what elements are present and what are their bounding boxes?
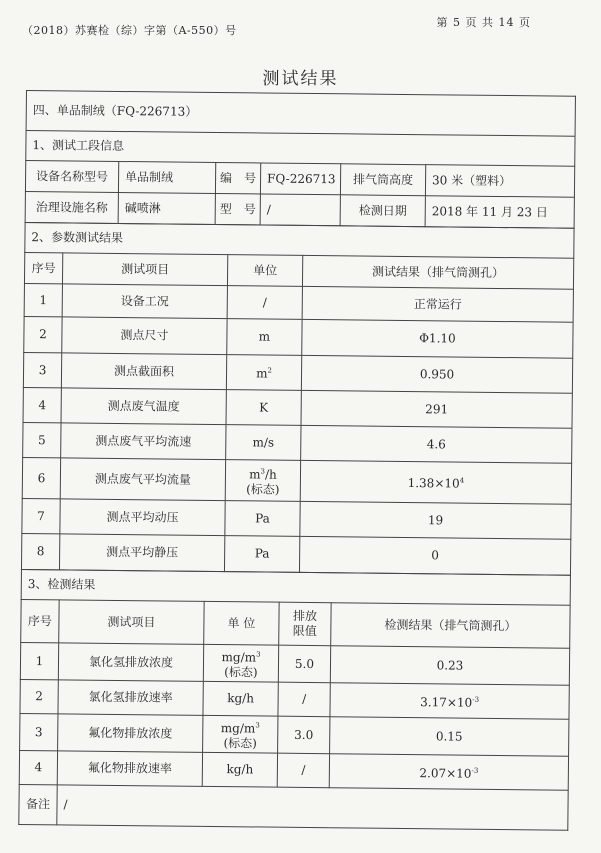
results-sheet bbox=[18, 90, 576, 846]
table-row bbox=[23, 387, 572, 428]
row-no: 6 bbox=[22, 457, 60, 498]
row-no: 4 bbox=[23, 387, 61, 422]
table-row bbox=[20, 642, 569, 685]
params-table bbox=[21, 222, 575, 576]
subsection-1-title: 1、测试工段信息 bbox=[26, 131, 575, 167]
row-item: 氯化氢排放浓度 bbox=[58, 643, 203, 682]
row-result: 4.6 bbox=[301, 425, 572, 463]
row-unit: Pa bbox=[225, 501, 300, 537]
row-unit: m bbox=[227, 319, 302, 356]
row-item: 测点截面积 bbox=[61, 353, 226, 390]
row-no: 3 bbox=[20, 713, 58, 750]
table-row bbox=[24, 316, 573, 358]
row-item: 设备工况 bbox=[62, 284, 227, 319]
row-result: Φ1.10 bbox=[302, 319, 573, 358]
row-no: 1 bbox=[24, 283, 62, 316]
row-no: 4 bbox=[19, 750, 57, 784]
unit-note: (标态) bbox=[246, 481, 280, 497]
row-limit: 5.0 bbox=[278, 645, 330, 683]
results-header-unit: 单 位 bbox=[204, 601, 279, 645]
result-exponent: -3 bbox=[471, 766, 479, 775]
section-4-title: 四、单品制绒（FQ-226713） bbox=[26, 91, 575, 137]
row-unit: K bbox=[226, 390, 301, 426]
table-row bbox=[19, 750, 568, 790]
subsection-2-title: 2、参数测试结果 bbox=[25, 222, 574, 258]
row-unit: Pa bbox=[224, 536, 299, 573]
info-value-facility: 碱喷淋 bbox=[118, 192, 215, 224]
results-table bbox=[18, 569, 571, 831]
remark-value: / bbox=[57, 785, 568, 830]
row-no: 2 bbox=[24, 316, 62, 352]
unit-base: m bbox=[256, 366, 268, 381]
table-row bbox=[23, 352, 572, 393]
row-unit bbox=[203, 644, 278, 682]
row-result bbox=[300, 460, 571, 504]
params-header-no: 序号 bbox=[24, 252, 62, 283]
row-item: 测点废气温度 bbox=[61, 388, 226, 425]
row-unit bbox=[225, 460, 300, 502]
row-item: 测点废气平均流速 bbox=[61, 423, 226, 460]
info-label-stack-height: 排气筒高度 bbox=[340, 164, 425, 196]
info-value-model: / bbox=[260, 194, 340, 226]
result-exponent: 4 bbox=[459, 476, 465, 485]
unit-note: (标态) bbox=[223, 735, 257, 750]
page-title: 测试结果 bbox=[262, 69, 339, 89]
row-unit bbox=[203, 715, 278, 753]
report-number: （2018）苏赛检（综）字第（A-550）号 bbox=[22, 24, 237, 37]
info-label-facility: 治理设施名称 bbox=[25, 191, 118, 223]
row-item: 氟化物排放速率 bbox=[57, 751, 202, 787]
result-base: 3.17×10 bbox=[420, 694, 473, 710]
table-row bbox=[20, 713, 569, 756]
row-item: 测点尺寸 bbox=[62, 317, 227, 355]
unit-base: m bbox=[249, 466, 261, 481]
subsection-3-title: 3、检测结果 bbox=[21, 569, 570, 605]
unit-note: (标态) bbox=[224, 664, 258, 679]
table-row bbox=[23, 422, 572, 463]
row-no: 7 bbox=[22, 498, 60, 533]
row-no: 5 bbox=[23, 422, 61, 457]
unit-tail: /h bbox=[264, 467, 277, 482]
row-result: 19 bbox=[300, 501, 571, 539]
row-no: 2 bbox=[20, 679, 58, 713]
row-result: 291 bbox=[301, 390, 572, 428]
row-limit: / bbox=[278, 682, 330, 717]
row-result bbox=[330, 683, 569, 720]
info-value-number: FQ-226713 bbox=[260, 163, 340, 195]
unit-exponent: 2 bbox=[267, 366, 273, 375]
results-header-result: 检测结果（排气筒测孔） bbox=[331, 603, 570, 649]
row-result: 0.15 bbox=[330, 717, 569, 757]
row-item: 氯化氢排放速率 bbox=[58, 680, 203, 716]
info-value-date: 2018 年 11 月 23 日 bbox=[425, 196, 574, 229]
row-result: 0 bbox=[299, 536, 570, 575]
row-item: 测点平均静压 bbox=[59, 534, 224, 572]
row-result: 正常运行 bbox=[302, 286, 573, 322]
result-base: 1.38×10 bbox=[407, 476, 460, 491]
info-label-model: 型 号 bbox=[215, 193, 260, 224]
row-limit: 3.0 bbox=[278, 716, 330, 754]
row-item: 测点废气平均流量 bbox=[60, 458, 225, 501]
row-unit: / bbox=[227, 286, 302, 320]
row-result: 0.950 bbox=[301, 355, 572, 393]
unit-exponent: 3 bbox=[256, 649, 261, 658]
unit-base: mg/m bbox=[220, 720, 256, 735]
results-header-limit: 排放 限值 bbox=[279, 602, 331, 646]
row-unit bbox=[226, 355, 301, 391]
row-result: 0.23 bbox=[330, 646, 569, 686]
params-header-result: 测试结果（排气筒测孔） bbox=[302, 255, 573, 289]
unit-exponent: 3 bbox=[255, 720, 260, 729]
results-header-no: 序号 bbox=[21, 599, 59, 642]
params-header-item: 测试项目 bbox=[62, 253, 227, 286]
info-value-device: 单品制绒 bbox=[118, 161, 215, 193]
row-result bbox=[329, 754, 568, 791]
table-row bbox=[22, 457, 571, 504]
info-label-number: 编 号 bbox=[215, 162, 260, 193]
row-unit: kg/h bbox=[202, 752, 277, 787]
info-value-stack-height: 30 米（塑料） bbox=[425, 165, 574, 198]
result-base: 2.07×10 bbox=[419, 765, 472, 781]
results-header-item: 测试项目 bbox=[59, 600, 204, 645]
table-row bbox=[22, 498, 571, 539]
remark-label: 备注 bbox=[19, 784, 57, 824]
row-limit: / bbox=[277, 753, 329, 788]
params-header-unit: 单位 bbox=[227, 255, 302, 287]
info-label-date: 检测日期 bbox=[340, 195, 425, 227]
row-item: 氟化物排放浓度 bbox=[58, 714, 203, 753]
row-item: 测点平均动压 bbox=[60, 499, 225, 536]
result-exponent: -3 bbox=[472, 695, 480, 704]
unit-base: mg/m bbox=[221, 649, 257, 664]
info-table bbox=[25, 90, 576, 229]
row-no: 1 bbox=[20, 642, 58, 679]
unit-exponent: 3 bbox=[260, 466, 266, 476]
page-indicator: 第 5 页 共 14 页 bbox=[436, 16, 531, 29]
table-row bbox=[20, 679, 569, 719]
row-unit: kg/h bbox=[203, 681, 278, 716]
row-unit: m/s bbox=[226, 425, 301, 461]
info-label-device: 设备名称型号 bbox=[25, 161, 118, 193]
row-no: 8 bbox=[21, 533, 59, 569]
row-no: 3 bbox=[23, 352, 61, 387]
